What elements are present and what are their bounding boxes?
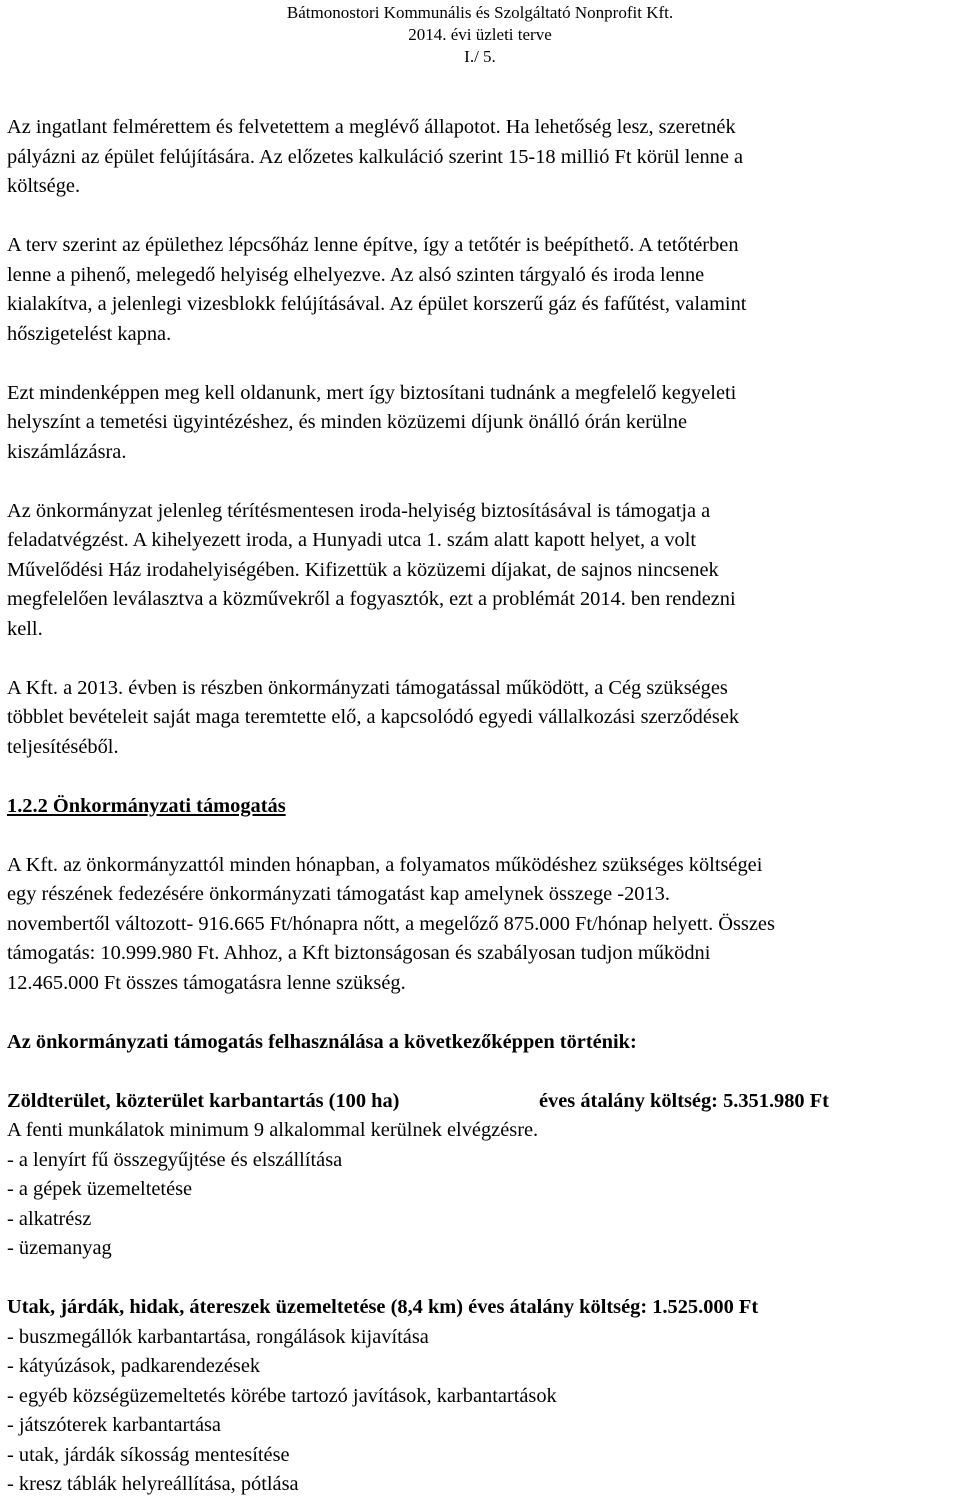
roads-section [7,1293,960,1500]
header-page-number: I./ 5. [464,47,496,66]
text-line: megfelelően leválasztva a közművekről a fogyasztók, ezt a problémát 2014. ben rendezni [7,588,736,610]
text-line: egy részének fedezésére önkormányzati támogatást kap amelynek összege -2013. [7,883,670,905]
text-line: teljesítéséből. [7,735,119,758]
usage-heading: Az önkormányzati támogatás felhasználása a következőképpen történik: [7,1030,637,1053]
text-line: lenne a pihenő, melegedő helyiség elhelyezve. Az alsó szinten tárgyaló és iroda lenne [7,263,705,286]
text-line: helyszínt a temetési ügyintézéshez, és minden közüzemi díjunk önálló órán kerülne [7,411,688,433]
green-area-title [7,1087,960,1117]
paragraph-necessity [7,379,960,468]
list-item: - üzemanyag [7,1237,112,1259]
text-line: pályázni az épület felújítására. Az előzetes kalkuláció szerint 15-18 millió Ft körül lenne a [7,145,744,168]
paragraph-building-plan [7,231,960,349]
list-item: - játszóterek karbantartása [7,1414,221,1436]
paragraph-municipal-support [7,851,960,999]
list-item: - kátyúzások, padkarendezések [7,1355,261,1377]
green-area-note: A fenti munkálatok minimum 9 alkalommal kerülnek elvégzésre. [7,1119,539,1141]
text-line: hőszigetelést kapna. [7,322,172,345]
green-area-label: Zöldterület, közterület karbantartás (100 ha) [7,1089,400,1112]
list-item: - alkatrész [7,1207,92,1230]
text-line: kialakítva, a jelenlegi vizesblokk felújításával. Az épület korszerű gáz és fafűtést, valamint [7,293,747,315]
page-header [0,2,960,68]
text-line: A terv szerint az épülethez lépcsőház lenne építve, így a tetőtér is beépíthető. A tetőtérben [7,234,739,256]
paragraph-office [7,497,960,645]
text-line: novembertől változott- 916.665 Ft/hónapra nőtt, a megelőző 875.000 Ft/hónap helyett. Összes [7,912,775,935]
text-line: kell. [7,617,43,640]
text-line: Művelődési Ház irodahelyiségében. Kifizettük a közüzemi díjakat, de sajnos nincsenek [7,558,719,581]
section-heading: 1.2.2 Önkormányzati támogatás [7,794,286,817]
roads-title: Utak, járdák, hidak, átereszek üzemeltetése (8,4 km) éves átalány költség: 1.525.000 Ft [7,1296,759,1318]
text-line: A Kft. a 2013. évben is részben önkormányzati támogatással működött, a Cég szükséges [7,676,728,699]
list-item: - a gépek üzemeltetése [7,1178,193,1200]
text-line: kiszámlázásra. [7,440,127,463]
green-area-section [7,1087,960,1264]
text-line: 12.465.000 Ft összes támogatásra lenne szükség. [7,971,406,994]
text-line: Az ingatlant felmérettem és felvetettem a meglévő állapotot. Ha lehetőség lesz, szeretnék [7,116,736,138]
header-plan: 2014. évi üzleti terve [408,25,552,44]
text-line: Ezt mindenképpen meg kell oldanunk, mert így biztosítani tudnánk a megfelelő kegyeleti [7,381,737,404]
list-item: - utak, járdák síkosság mentesítése [7,1443,290,1466]
list-item: - egyéb községüzemeltetés körébe tartozó javítások, karbantartások [7,1384,557,1407]
header-company: Bátmonostori Kommunális és Szolgáltató Nonprofit Kft. [286,3,674,22]
text-line: feladatvégzést. A kihelyezett iroda, a Hunyadi utca 1. szám alatt kapott helyet, a volt [7,529,697,551]
text-line: A Kft. az önkormányzattól minden hónapban, a folyamatos működéshez szükséges költségei [7,853,763,876]
text-line: támogatás: 10.999.980 Ft. Ahhoz, a Kft biztonságosan és szabályosan tudjon működni [7,942,711,964]
text-line: többlet bevételeit saját maga teremtette elő, a kapcsolódó egyedi vállalkozási szerződések [7,706,740,728]
list-item: - buszmegállók karbantartása, rongálások kijavítása [7,1325,429,1348]
document-body [7,113,960,1500]
list-item: - kresz táblák helyreállítása, pótlása [7,1473,299,1495]
paragraph-renovation [7,113,960,202]
list-item: - a lenyírt fű összegyűjtése és elszállítása [7,1148,343,1171]
text-line: költsége. [7,175,81,197]
paragraph-2013-operation [7,674,960,763]
text-line: Az önkormányzat jelenleg térítésmentesen iroda-helyiség biztosításával is támogatja a [7,499,711,522]
green-area-cost: éves átalány költség: 5.351.980 Ft [539,1089,829,1112]
